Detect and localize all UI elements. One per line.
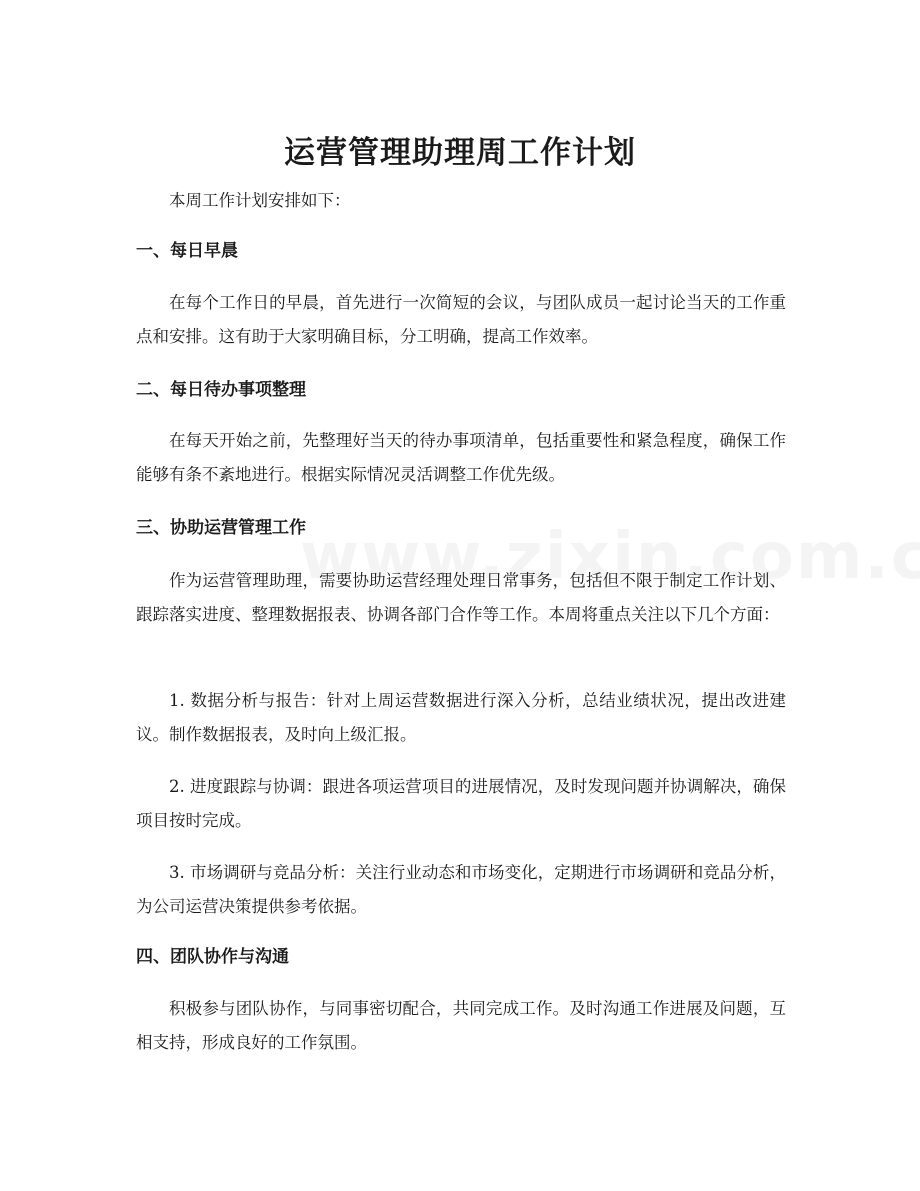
section-heading-3: 三、协助运营管理工作 (136, 518, 306, 538)
section-heading-1: 一、每日早晨 (136, 241, 238, 261)
section-3-item-1: 1. 数据分析与报告：针对上周运营数据进行深入分析，总结业绩状况，提出改进建议。制作数据报表，及时向上级汇报。 (136, 691, 786, 744)
document-title: 运营管理助理周工作计划 (284, 134, 636, 171)
section-1-paragraph: 在每个工作日的早晨，首先进行一次简短的会议，与团队成员一起讨论当天的工作重点和安排。这有助于大家明确目标，分工明确，提高工作效率。 (136, 293, 786, 346)
section-2-paragraph: 在每天开始之前，先整理好当天的待办事项清单，包括重要性和紧急程度，确保工作能够有条不紊地进行。根据实际情况灵活调整工作优先级。 (136, 431, 786, 484)
section-heading-2: 二、每日待办事项整理 (136, 380, 306, 400)
section-4-paragraph: 积极参与团队协作，与同事密切配合，共同完成工作。及时沟通工作进展及问题，互相支持，形成良好的工作氛围。 (136, 999, 786, 1052)
section-3-item-3: 3. 市场调研与竞品分析：关注行业动态和市场变化，定期进行市场调研和竞品分析，为公司运营决策提供参考依据。 (136, 863, 786, 916)
section-heading-4: 四、团队协作与沟通 (136, 947, 289, 967)
section-3-item-2: 2. 进度跟踪与协调：跟进各项运营项目的进展情况，及时发现问题并协调解决，确保项目按时完成。 (136, 777, 786, 830)
intro-paragraph: 本周工作计划安排如下： (169, 191, 351, 210)
section-3-paragraph: 作为运营管理助理，需要协助运营经理处理日常事务，包括但不限于制定工作计划、跟踪落实进度、整理数据报表、协调各部门合作等工作。本周将重点关注以下几个方面： (136, 571, 786, 624)
